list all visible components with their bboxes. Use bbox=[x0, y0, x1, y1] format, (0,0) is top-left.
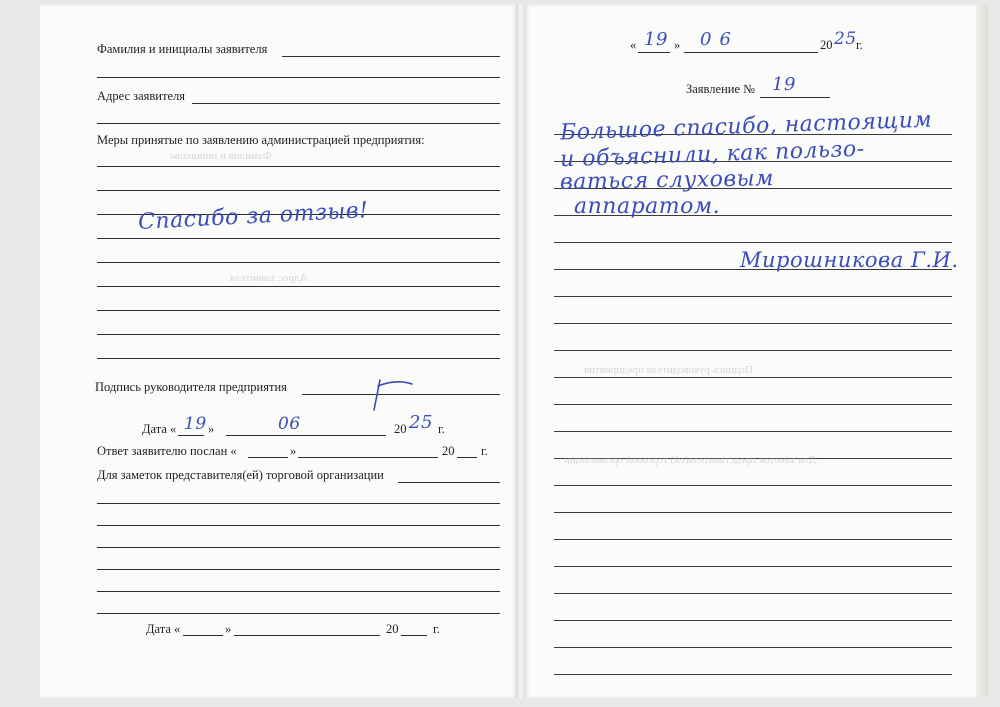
answer-sent-end: г. bbox=[481, 444, 488, 458]
ruled-line-15 bbox=[554, 512, 952, 513]
notes-line-1 bbox=[97, 503, 500, 504]
bottom-date-year-line bbox=[401, 635, 427, 636]
handwritten-response: Спасибо за отзыв! bbox=[137, 197, 370, 236]
right-date-month: 06 bbox=[700, 29, 739, 50]
bottom-date-label: Дата « bbox=[146, 622, 181, 636]
ruled-line-16 bbox=[554, 539, 952, 540]
answer-sent-day-line bbox=[248, 457, 288, 458]
bottom-date-year: 20 bbox=[386, 622, 399, 636]
right-date-open: « bbox=[630, 38, 637, 52]
address-line-2 bbox=[97, 123, 500, 124]
measures-line-5 bbox=[97, 262, 500, 263]
date-day-line bbox=[178, 435, 204, 436]
answer-sent-year: 20 bbox=[442, 444, 455, 458]
complaint-line-2: и объяснили, как пользо- bbox=[559, 136, 866, 173]
ruled-line-7 bbox=[554, 296, 952, 297]
right-date-year-suffix: 25 bbox=[834, 29, 857, 49]
ruled-line-19 bbox=[554, 620, 952, 621]
bleed-text-1: Фамилия и инициалы bbox=[170, 150, 272, 162]
right-date-day: 19 bbox=[644, 29, 668, 50]
date-day: 19 bbox=[184, 414, 207, 434]
bottom-date-day-line bbox=[183, 635, 223, 636]
ruled-line-12 bbox=[554, 431, 952, 432]
applicant-name-line bbox=[282, 56, 500, 57]
right-date-close: » bbox=[674, 38, 681, 52]
notes-line-3 bbox=[97, 547, 500, 548]
answer-sent-close: » bbox=[290, 444, 297, 458]
measures-line-4 bbox=[97, 238, 500, 239]
ruled-line-17 bbox=[554, 566, 952, 567]
notes-line-2 bbox=[97, 525, 500, 526]
complaint-line-3: ваться слуховым bbox=[559, 166, 775, 195]
ruled-line-8 bbox=[554, 323, 952, 324]
ruled-line-14 bbox=[554, 485, 952, 486]
answer-sent-label: Ответ заявителю послан « bbox=[97, 444, 237, 458]
bleed-text-2: Адрес заявителя bbox=[230, 272, 308, 284]
measures-line-9 bbox=[97, 358, 500, 359]
notes-line-6 bbox=[97, 613, 500, 614]
right-date-year-prefix: 20 bbox=[820, 38, 833, 52]
bottom-date-end: г. bbox=[433, 622, 440, 636]
date-month: 06 bbox=[278, 414, 301, 434]
ruled-line-11 bbox=[554, 404, 952, 405]
date-month-line bbox=[226, 435, 386, 436]
complaint-line-4: аппаратом. bbox=[574, 194, 721, 219]
statement-label: Заявление № bbox=[686, 82, 756, 96]
measures-line-6 bbox=[97, 286, 500, 287]
address-label: Адрес заявителя bbox=[97, 89, 185, 103]
date-label: Дата « bbox=[142, 422, 177, 436]
applicant-name-line-2 bbox=[97, 77, 500, 78]
right-page bbox=[524, 4, 976, 698]
measures-line-8 bbox=[97, 334, 500, 335]
ruled-line-5 bbox=[554, 242, 952, 243]
manager-signature-mark bbox=[358, 372, 416, 414]
applicant-name-label: Фамилия и инициалы заявителя bbox=[97, 42, 268, 56]
right-date-month-line bbox=[684, 52, 818, 53]
notes-line-5 bbox=[97, 591, 500, 592]
measures-label: Меры принятые по заявлению администрацией предприятия: bbox=[97, 133, 425, 147]
measures-line-7 bbox=[97, 310, 500, 311]
right-date-day-line bbox=[638, 52, 670, 53]
statement-number-line bbox=[760, 97, 830, 98]
ruled-line-20 bbox=[554, 647, 952, 648]
page-edge bbox=[976, 6, 988, 696]
date-year-end: г. bbox=[438, 422, 445, 436]
complaint-line-1: Большое спасибо, настоящим bbox=[559, 107, 933, 146]
ruled-line-9 bbox=[554, 350, 952, 351]
manager-signature-label: Подпись руководителя предприятия bbox=[95, 380, 287, 394]
address-line bbox=[192, 103, 500, 104]
measures-line-1 bbox=[97, 166, 500, 167]
signature-name: Мирошникова Г.И. bbox=[740, 248, 959, 272]
answer-sent-year-line bbox=[457, 457, 477, 458]
ruled-line-21 bbox=[554, 674, 952, 675]
date-year-suffix: 25 bbox=[409, 412, 433, 433]
bleed-text-4: Для заметок представителя(ей) торговой организации bbox=[564, 454, 817, 466]
date-close-quote: » bbox=[208, 422, 215, 436]
ruled-line-10 bbox=[554, 377, 952, 378]
measures-line-2 bbox=[97, 190, 500, 191]
bleed-text-3: Подпись руководителя предприятия bbox=[584, 364, 753, 376]
left-page bbox=[40, 4, 518, 698]
date-year-prefix: 20 bbox=[394, 422, 407, 436]
right-date-year-end: г. bbox=[856, 38, 863, 52]
answer-sent-month-line bbox=[298, 457, 438, 458]
bottom-date-month-line bbox=[234, 635, 380, 636]
statement-number: 19 bbox=[772, 74, 796, 95]
notes-label: Для заметок представителя(ей) торговой организации bbox=[97, 468, 384, 482]
ruled-line-18 bbox=[554, 593, 952, 594]
notes-line-0 bbox=[398, 482, 500, 483]
bottom-date-close: » bbox=[225, 622, 232, 636]
notes-line-4 bbox=[97, 569, 500, 570]
